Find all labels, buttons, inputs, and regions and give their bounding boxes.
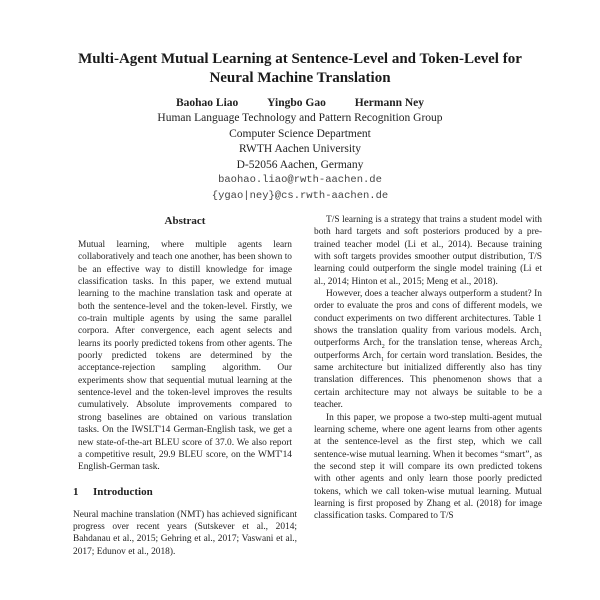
author-email: {ygao|ney}@cs.rwth-aachen.de [211, 189, 389, 202]
affiliation-department: Computer Science Department [229, 127, 371, 140]
affiliation-group: Human Language Technology and Pattern Recognition Group [157, 112, 443, 124]
section-heading-introduction [73, 485, 297, 499]
right-column [314, 214, 542, 523]
author-name: Hermann Ney [354, 97, 425, 109]
paper-title [0, 50, 600, 88]
affiliation-address: D-52056 Aachen, Germany [236, 158, 364, 171]
left-column [73, 214, 297, 558]
abstract-body: Mutual learning, where multiple agents learn collaboratively and teach one another, has been shown to be an effective way to distill knowledge for image classification tasks. In this paper, we extend mutual learning to the machine translation task and operate at both the sentence-level and the token-level. Firstly, we co-train multiple agents by using the same parallel corpora. After convergence, each agent selects and learns its poorly predicted tokens from other agents. The poorly predicted tokens are determined by the acceptance-rejection sampling algorithm. Our experiments show that sequential mutual learning at the sentence-level and the token-level improves the results cumulatively. Absolute improvements compared to strong baselines are obtained on various translation tasks. On the IWSLT'14 German-English task, we get a new state-of-the-art BLEU score of 37.0. We also report a competitive result, 29.9 BLEU score, on the WMT'14 English-German task. [78, 240, 292, 473]
title-line-2: Neural Machine Translation [209, 70, 391, 86]
abstract-heading: Abstract [164, 215, 206, 227]
author-name: Yingbo Gao [267, 97, 326, 109]
author-name: Baohao Liao [175, 97, 239, 109]
author-list [0, 95, 600, 111]
body-paragraph: In this paper, we propose a two-step multi-agent mutual learning scheme, where one agent learns from other agents at the sentence-level as the first step, which we call sentence-wise mutual learning. When it becomes “smart”, as the second step it will compare its own predicted tokens with other agents and only learn those poorly predicted tokens, which we call token-wise mutual learning. Mutual learning is first proposed by Zhang et al. (2018) for image classification tasks. Compared to T/S [314, 412, 542, 522]
section-number: 1 [73, 485, 79, 498]
title-line-1: Multi-Agent Mutual Learning at Sentence-Level and Token-Level for [78, 51, 522, 67]
section-title: Introduction [93, 485, 153, 498]
intro-paragraph: Neural machine translation (NMT) has achieved significant progress over recent years (Sutskever et al., 2014; Bahdanau et al., 2015; Gehring et al., 2017; Vaswani et al., 2017; Edunov et al., 2018). [73, 509, 297, 557]
affiliation-university: RWTH Aachen University [238, 143, 361, 155]
affiliation-block [0, 111, 600, 204]
body-paragraph: However, does a teacher always outperform a student? In order to evaluate the pros and cons of different models, we conduct experiments on two different architectures. Table 1 shows the translation quality from various models. Arch$_1$ outperforms Arch$_2$ for the translation tense, whereas Arch$_2$ outperforms Arch$_1$ for certain word translation. Besides, the same architecture but initialized differently also has tiny translation differences. This phenomenon shows that a certain architecture may not always be suitable to be a teacher. [314, 289, 543, 411]
author-email: baohao.liao@rwth-aachen.de [218, 174, 382, 186]
body-paragraph: T/S learning is a strategy that trains a student model with both hard targets and soft posteriors produced by a pre-trained teacher model (Li et al., 2014). Because training with soft targets provides smoother output distribution, T/S learning could outperform the single model training (Li et al., 2014; Hinton et al., 2015; Meng et al., 2018). [314, 215, 542, 287]
